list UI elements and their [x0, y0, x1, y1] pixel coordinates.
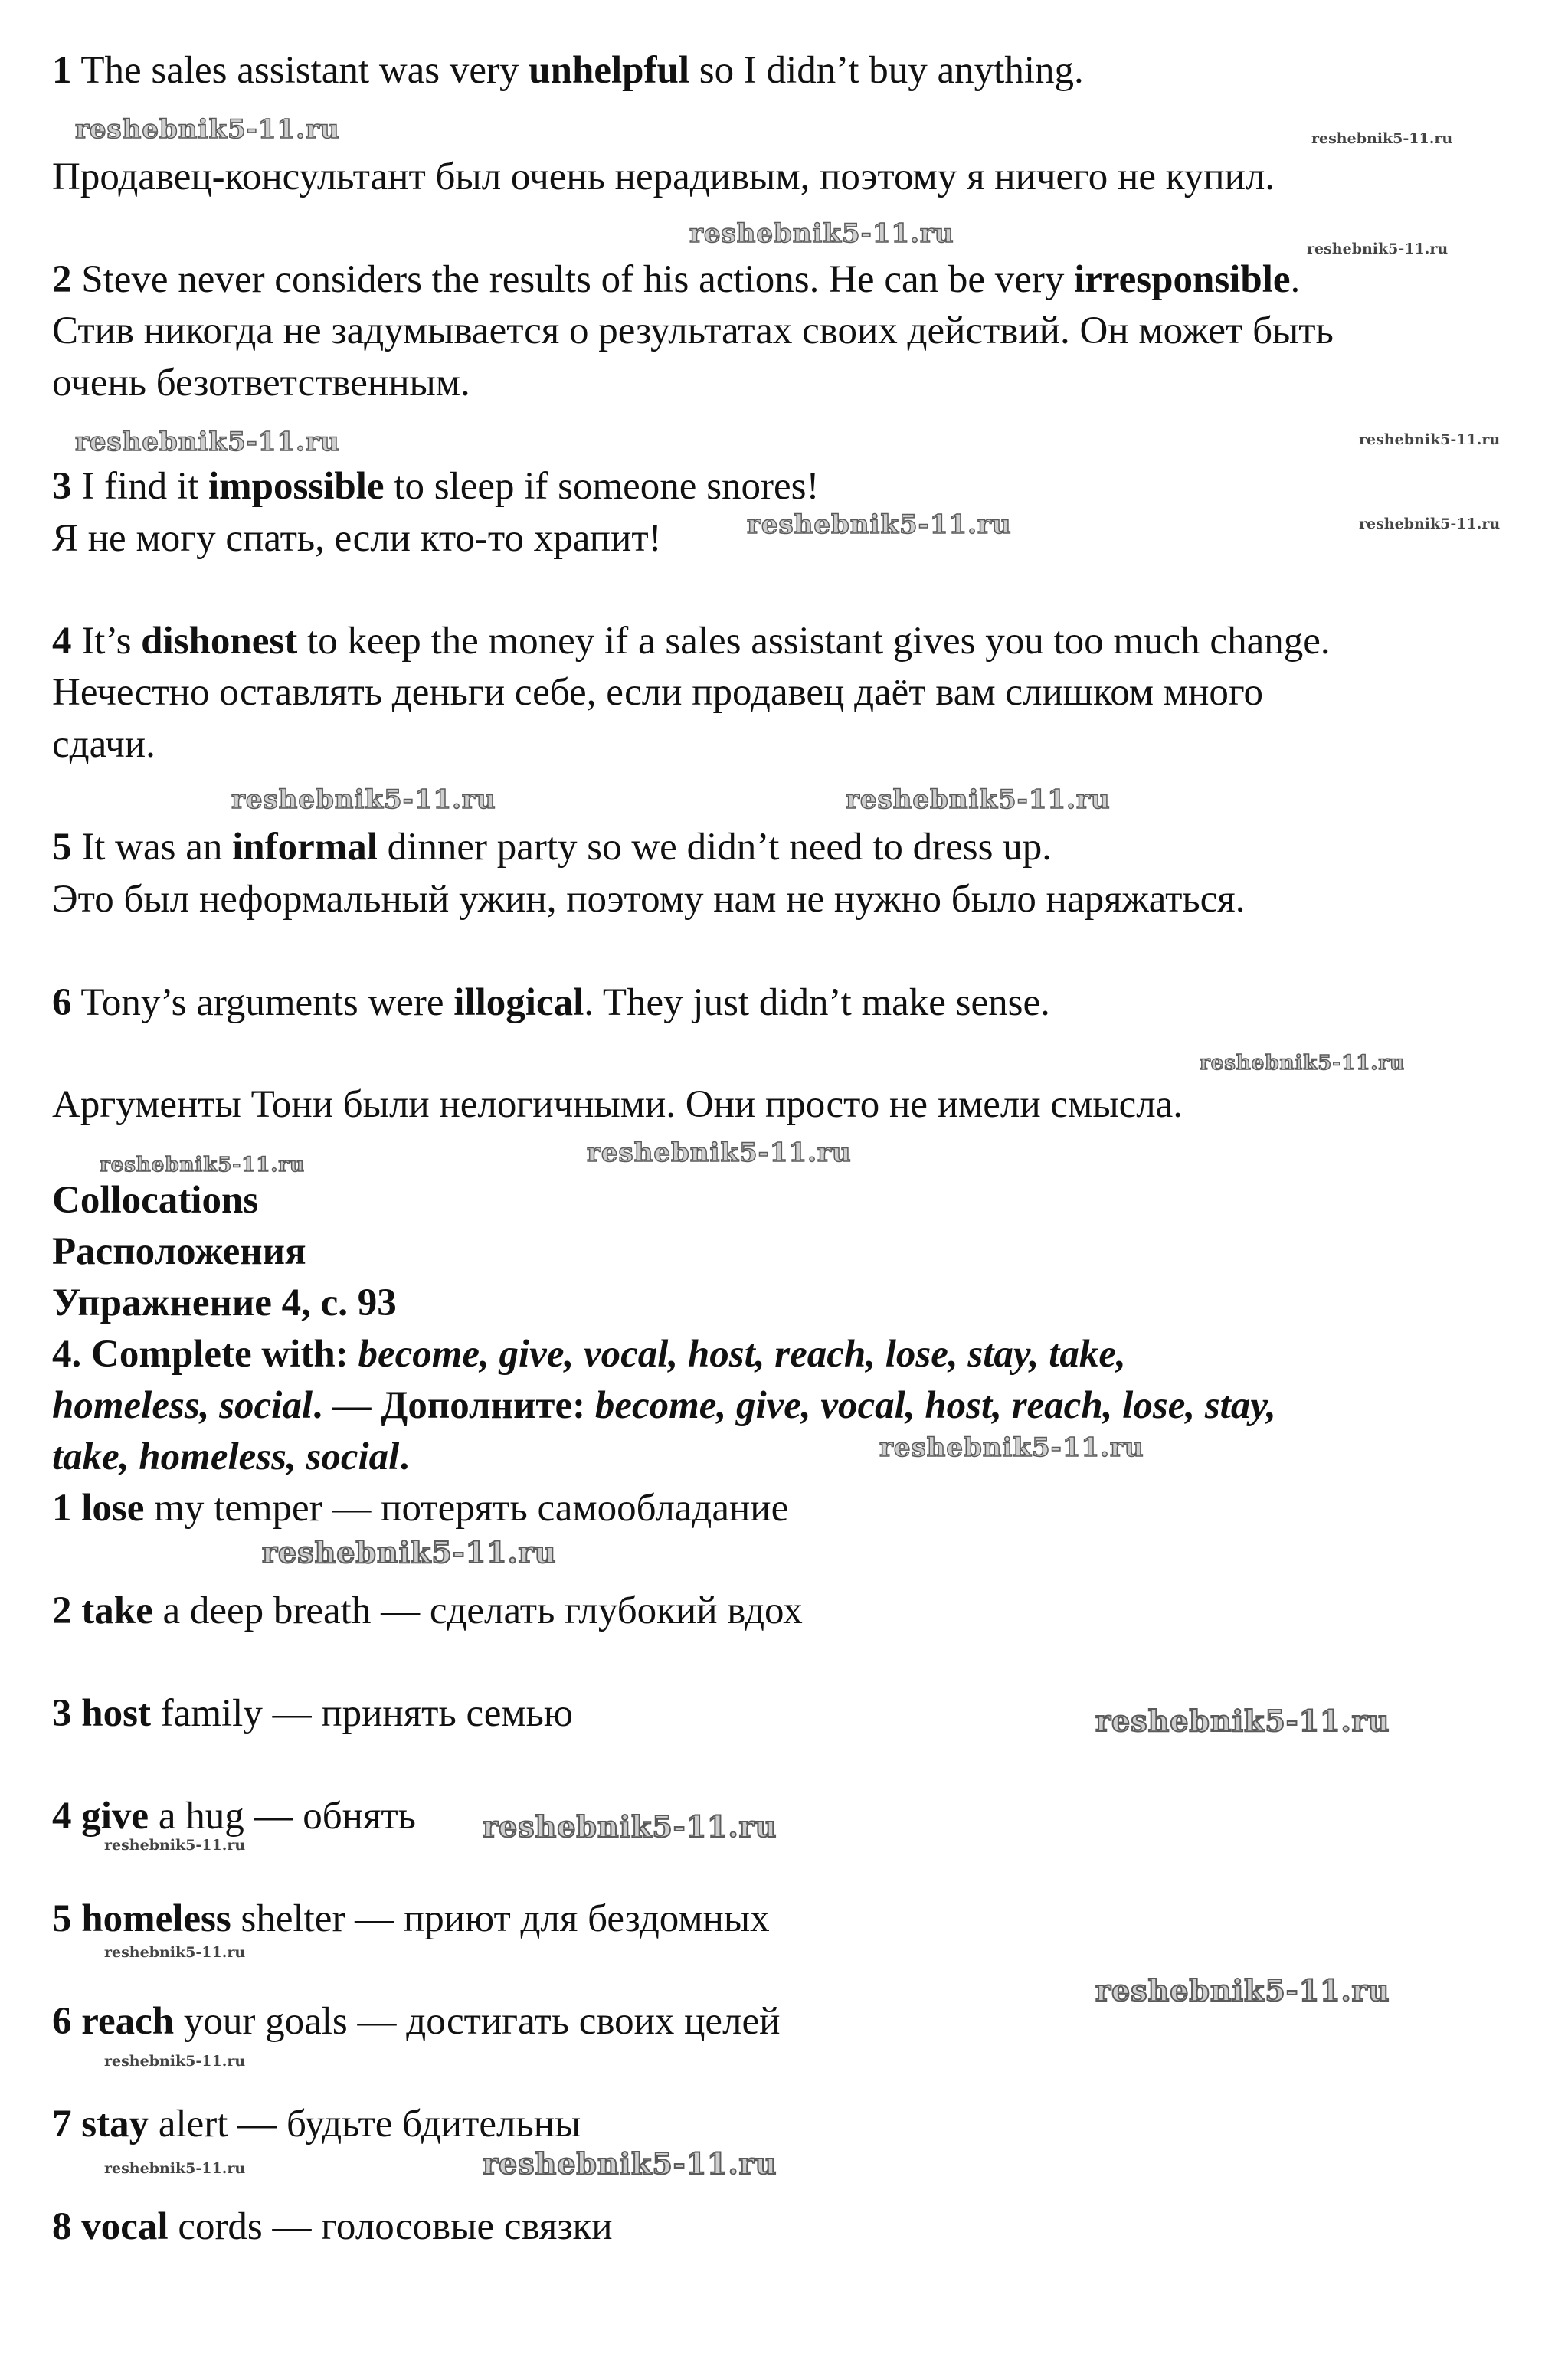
sentence-number: 2 [52, 258, 72, 301]
sentence-text: Tony’s arguments were [71, 981, 454, 1024]
sentence-text: to sleep if someone snores! [384, 465, 820, 508]
watermark: reshebnik5-11.ru [1359, 516, 1501, 532]
watermark: reshebnik5-11.ru [689, 218, 954, 249]
answer-word: impossible [208, 465, 385, 508]
watermark: reshebnik5-11.ru [104, 1837, 246, 1854]
answer-word: take [81, 1589, 153, 1632]
watermark: reshebnik5-11.ru [879, 1432, 1144, 1463]
sentence-text: The sales assistant was very [71, 49, 529, 92]
sentence-number: 4 [52, 620, 72, 663]
task-line-2: homeless, social. — Дополните: become, give, vocal, host, reach, lose, stay, [52, 1384, 1276, 1427]
watermark: reshebnik5-11.ru [231, 784, 496, 815]
translation-2-line-2: очень безответственным. [52, 362, 470, 404]
watermark: reshebnik5-11.ru [1095, 1973, 1390, 2008]
watermark: reshebnik5-11.ru [1359, 431, 1501, 448]
section-heading-ru: Расположения [52, 1230, 306, 1273]
answer-word: dishonest [141, 620, 298, 663]
watermark: reshebnik5-11.ru [747, 509, 1012, 540]
sentence-text: It was an [71, 826, 233, 869]
sentence-text: . [1290, 258, 1301, 301]
sentence-4 [52, 618, 1331, 664]
sentence-text: It’s [71, 620, 142, 663]
sentence-text: Steve never considers the results of his actions. He can be very [71, 258, 1075, 301]
collocation-4: 4 give a hug — обнять [52, 1795, 416, 1838]
sentence-text: so I didn’t buy anything. [689, 49, 1084, 92]
collocation-1: 1 lose my temper — потерять самообладание [52, 1487, 789, 1530]
exercise-title: Упражнение 4, с. 93 [52, 1281, 397, 1324]
collocation-6: 6 reach your goals — достигать своих целей [52, 2000, 781, 2043]
watermark: reshebnik5-11.ru [587, 1137, 852, 1168]
watermark: reshebnik5-11.ru [1095, 1704, 1390, 1738]
sentence-text: dinner party so we didn’t need to dress up. [377, 826, 1052, 869]
sentence-text: to keep the money if a sales assistant gives you too much change. [297, 620, 1331, 663]
translation-3: Я не могу спать, если кто-то храпит! [52, 517, 662, 560]
watermark: reshebnik5-11.ru [1311, 130, 1453, 147]
watermark: reshebnik5-11.ru [1307, 241, 1449, 257]
watermark: reshebnik5-11.ru [75, 427, 340, 457]
sentence-3 [52, 463, 820, 509]
answer-word: vocal [81, 2205, 169, 2248]
section-heading-en: Collocations [52, 1179, 259, 1222]
answer-word: reach [81, 2000, 175, 2043]
answer-word: homeless [81, 1897, 231, 1940]
collocation-3: 3 host family — принять семью [52, 1692, 573, 1735]
sentence-number: 1 [52, 49, 72, 92]
translation-4-line-2: сдачи. [52, 723, 155, 766]
sentence-6 [52, 980, 1050, 1026]
sentence-1 [52, 47, 1084, 93]
collocation-7: 7 stay alert — будьте бдительны [52, 2103, 581, 2146]
sentence-text: I find it [71, 465, 208, 508]
task-line-1: 4. Complete with: become, give, vocal, host, reach, lose, stay, take, [52, 1333, 1126, 1376]
watermark: reshebnik5-11.ru [846, 784, 1111, 815]
translation-1: Продавец-консультант был очень нерадивым, поэтому я ничего не купил. [52, 155, 1275, 198]
sentence-number: 3 [52, 465, 72, 508]
answer-word: lose [81, 1487, 145, 1530]
watermark: reshebnik5-11.ru [483, 1809, 777, 1844]
sentence-number: 5 [52, 826, 72, 869]
answer-word: illogical [453, 981, 584, 1024]
answer-word: give [81, 1795, 149, 1838]
answer-word: unhelpful [529, 49, 690, 92]
task-line-3: take, homeless, social. [52, 1435, 410, 1478]
sentence-text: . They just didn’t make sense. [584, 981, 1050, 1024]
watermark: reshebnik5-11.ru [75, 114, 340, 145]
sentence-number: 6 [52, 981, 72, 1024]
watermark: reshebnik5-11.ru [104, 2053, 246, 2070]
watermark: reshebnik5-11.ru [262, 1535, 557, 1570]
watermark: reshebnik5-11.ru [483, 2146, 777, 2181]
collocation-2: 2 take a deep breath — сделать глубокий вдох [52, 1589, 803, 1632]
sentence-5 [52, 824, 1052, 870]
translation-2-line-1: Стив никогда не задумывается о результатах своих действий. Он может быть [52, 309, 1334, 352]
watermark: reshebnik5-11.ru [1200, 1052, 1406, 1075]
watermark: reshebnik5-11.ru [104, 2160, 246, 2177]
answer-word: informal [232, 826, 378, 869]
translation-6: Аргументы Тони были нелогичными. Они просто не имели смысла. [52, 1083, 1183, 1126]
translation-4-line-1: Нечестно оставлять деньги себе, если продавец даёт вам слишком много [52, 671, 1264, 714]
translation-5: Это был неформальный ужин, поэтому нам не нужно было наряжаться. [52, 878, 1246, 921]
watermark: reshebnik5-11.ru [104, 1944, 246, 1961]
watermark: reshebnik5-11.ru [100, 1154, 306, 1177]
answer-word: stay [81, 2103, 149, 2146]
answer-word: irresponsible [1074, 258, 1291, 301]
collocation-5: 5 homeless shelter — приют для бездомных [52, 1897, 770, 1940]
answer-word: host [81, 1692, 151, 1735]
sentence-2 [52, 257, 1300, 303]
collocation-8: 8 vocal cords — голосовые связки [52, 2205, 613, 2248]
